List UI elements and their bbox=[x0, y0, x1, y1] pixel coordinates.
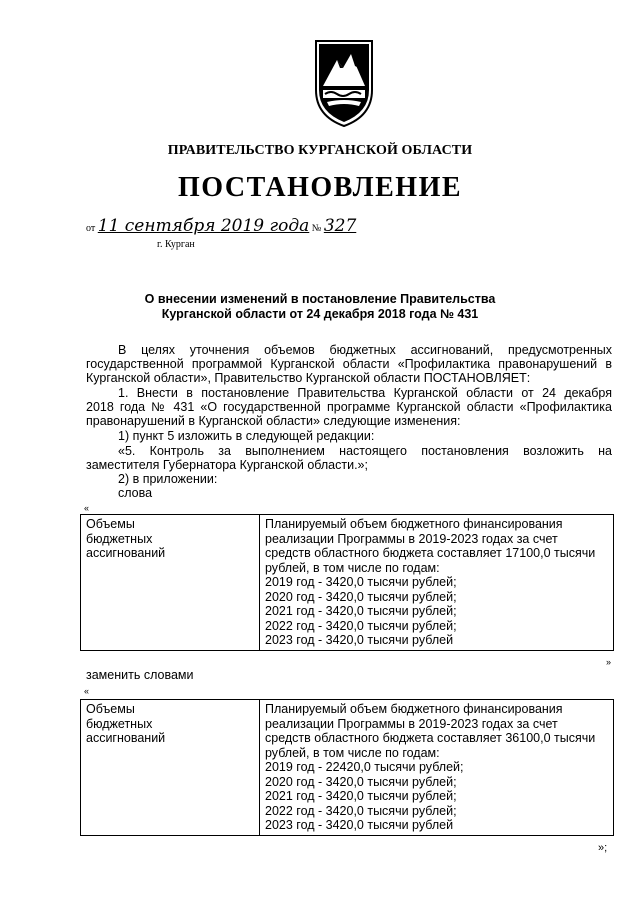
body-paragraph-2-line-2: 2018 года № 431 «О государственной программе Курганской области «Профилактика bbox=[86, 400, 612, 414]
open-quote-2: « bbox=[84, 686, 90, 696]
body-paragraph-2-line-3: правонарушений в Курганской области» следующие изменения: bbox=[86, 414, 461, 428]
cell-line: рублей, в том числе по годам: bbox=[265, 745, 440, 760]
coat-of-arms-emblem bbox=[313, 38, 375, 128]
cell-line: бюджетных bbox=[86, 531, 153, 546]
body-paragraph-1-line-1: В целях уточнения объемов бюджетных ассигнований, предусмотренных bbox=[118, 343, 612, 357]
replace-label: заменить словами bbox=[86, 668, 194, 682]
open-quote-1: « bbox=[84, 503, 90, 513]
handwritten-number: 327 bbox=[323, 216, 357, 236]
cell-line: рублей, в том числе по годам: bbox=[265, 560, 440, 575]
document-type-title: ПОСТАНОВЛЕНИЕ bbox=[177, 172, 463, 203]
body-paragraph-2-line-1: 1. Внести в постановление Правительства Курганской области от 24 декабря bbox=[118, 386, 612, 400]
cell-line: средств областного бюджета составляет 17100,0 тысячи bbox=[265, 546, 596, 560]
close-quote-semicolon: »; bbox=[598, 842, 608, 854]
new-funding-table bbox=[80, 699, 614, 836]
subject-line-1: О внесении изменений в постановление Правительства bbox=[144, 292, 496, 306]
cell-line: 2021 год - 3420,0 тысячи рублей; bbox=[265, 604, 457, 618]
body-paragraph-3-line-1: «5. Контроль за выполнением настоящего постановления возложить на bbox=[118, 444, 612, 458]
handwritten-date: 11 сентября 2019 года bbox=[97, 216, 310, 236]
item-1: 1) пункт 5 изложить в следующей редакции: bbox=[118, 429, 375, 443]
number-label: № bbox=[311, 223, 322, 234]
item-2: 2) в приложении: bbox=[118, 472, 218, 486]
old-funding-table bbox=[80, 514, 614, 651]
cell-line: ассигнований bbox=[86, 731, 166, 745]
cell-line: реализации Программы в 2019-2023 годах за счет bbox=[265, 716, 558, 731]
cell-line: 2019 год - 22420,0 тысячи рублей; bbox=[265, 760, 464, 774]
cell-line: 2020 год - 3420,0 тысячи рублей; bbox=[265, 589, 457, 604]
cell-line: 2022 год - 3420,0 тысячи рублей; bbox=[265, 618, 457, 633]
body-paragraph-1-line-3: Курганской области», Правительство Курганской области ПОСТАНОВЛЯЕТ: bbox=[86, 371, 531, 385]
old-table-right-cell bbox=[260, 515, 614, 651]
cell-line: 2023 год - 3420,0 тысячи рублей bbox=[265, 633, 454, 647]
new-table-right-cell bbox=[260, 700, 614, 836]
cell-line: 2023 год - 3420,0 тысячи рублей bbox=[265, 818, 454, 832]
cell-line: 2022 год - 3420,0 тысячи рублей; bbox=[265, 803, 457, 818]
old-table-left-cell bbox=[81, 515, 260, 651]
table-row bbox=[81, 700, 614, 836]
close-quote-1: » bbox=[606, 657, 612, 667]
cell-line: средств областного бюджета составляет 36100,0 тысячи bbox=[265, 731, 596, 745]
subject-line-2: Курганской области от 24 декабря 2018 года № 431 bbox=[161, 307, 479, 321]
cell-line: 2021 год - 3420,0 тысячи рублей; bbox=[265, 789, 457, 803]
cell-line: 2019 год - 3420,0 тысячи рублей; bbox=[265, 575, 457, 589]
date-prefix: от bbox=[86, 223, 96, 234]
cell-line: бюджетных bbox=[86, 716, 153, 731]
date-line bbox=[86, 216, 356, 236]
body-paragraph-1-line-2: государственной программой Курганской области «Профилактика правонарушений в bbox=[86, 357, 612, 371]
cell-line: Объемы bbox=[86, 517, 135, 531]
cell-line: Планируемый объем бюджетного финансирования bbox=[265, 517, 563, 531]
cell-line: реализации Программы в 2019-2023 годах за счет bbox=[265, 531, 558, 546]
words-label: слова bbox=[118, 486, 153, 500]
cell-line: 2020 год - 3420,0 тысячи рублей; bbox=[265, 774, 457, 789]
cell-line: ассигнований bbox=[86, 546, 166, 560]
new-table-left-cell bbox=[81, 700, 260, 836]
body-paragraph-3-line-2: заместителя Губернатора Курганской области.»; bbox=[86, 458, 368, 472]
government-name: ПРАВИТЕЛЬСТВО КУРГАНСКОЙ ОБЛАСТИ bbox=[167, 143, 473, 158]
cell-line: Объемы bbox=[86, 702, 135, 716]
table-row bbox=[81, 515, 614, 651]
city-label: г. Курган bbox=[157, 239, 195, 250]
cell-line: Планируемый объем бюджетного финансирования bbox=[265, 702, 563, 716]
decree-subject bbox=[0, 292, 640, 322]
